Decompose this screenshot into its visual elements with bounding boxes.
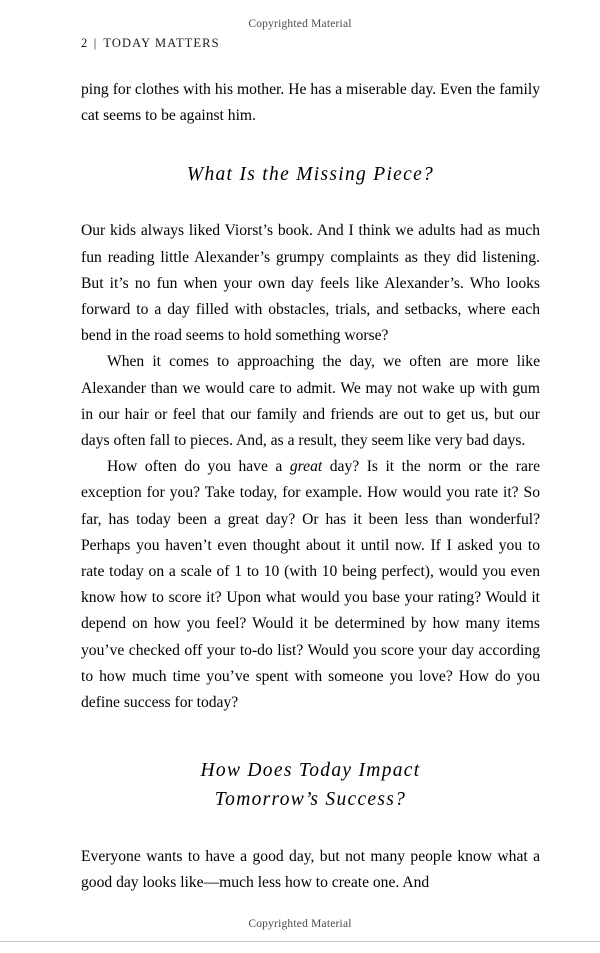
copyright-watermark-top: Copyrighted Material [248,18,352,30]
paragraph-4-emphasis: great [289,458,323,476]
section-heading-today-impact-line2: Tomorrow’s Success? [214,789,407,811]
spacer [81,129,540,160]
paragraph-1: ping for clothes with his mother. He has a miserable day. Even the family cat seems to be against him. [81,81,540,125]
paragraph-3: When it comes to approaching the day, we often are more like Alexander than we would care to admit. We may not wake up with gum in our hair or feel that our family and friends are out to get us, but our days often fall to pieces. And, as a result, they seem like very bad days. [81,353,540,450]
spacer [81,814,540,844]
copyright-watermark-bottom: Copyrighted Material [248,918,352,930]
page-content [81,36,540,897]
running-head-title: TODAY MATTERS [103,36,220,50]
paragraph-2: Our kids always liked Viorst’s book. And I think we adults had as much fun reading little Alexander’s grumpy complaints as they did listening. But it’s no fun when your own day feels like Alexander’s. Who looks forward to a day filled with obstacles, trials, and setbacks, where each bend in the road seems to hold something worse? [81,222,540,345]
paragraph-4 [81,454,540,716]
paragraph-5: Everyone wants to have a good day, but not many people know what a good day looks like—much less how to create one. And [81,848,540,892]
paragraph-4-text-after: day? Is it the norm or the rare exception for you? Take today, for example. How would you rate it? So far, has today been a great day? Or has it been less than wonderful? Perhaps you haven’t even thought about it until now. If I asked you to rate today on a scale of 1 to 10 (with 10 being perfect), would you even know how to score it? Upon what would you base your rating? Would it depend on how you feel? Would it be determined by how many items you’ve checked off your to-do list? Would you score your day according to how much time you’ve spent with someone you love? How do you define success for today? [81,458,540,712]
spacer [81,716,540,756]
page-number: 2 [81,36,88,50]
spacer [81,189,540,218]
section-heading-missing-piece: What Is the Missing Piece? [186,164,435,186]
running-head-separator: | [93,36,98,50]
paragraph-4-text-before: How often do you have a [107,458,290,476]
running-head [81,36,540,51]
page-bottom-rule [0,941,600,942]
section-heading-today-impact-line1: How Does Today Impact [200,760,421,782]
